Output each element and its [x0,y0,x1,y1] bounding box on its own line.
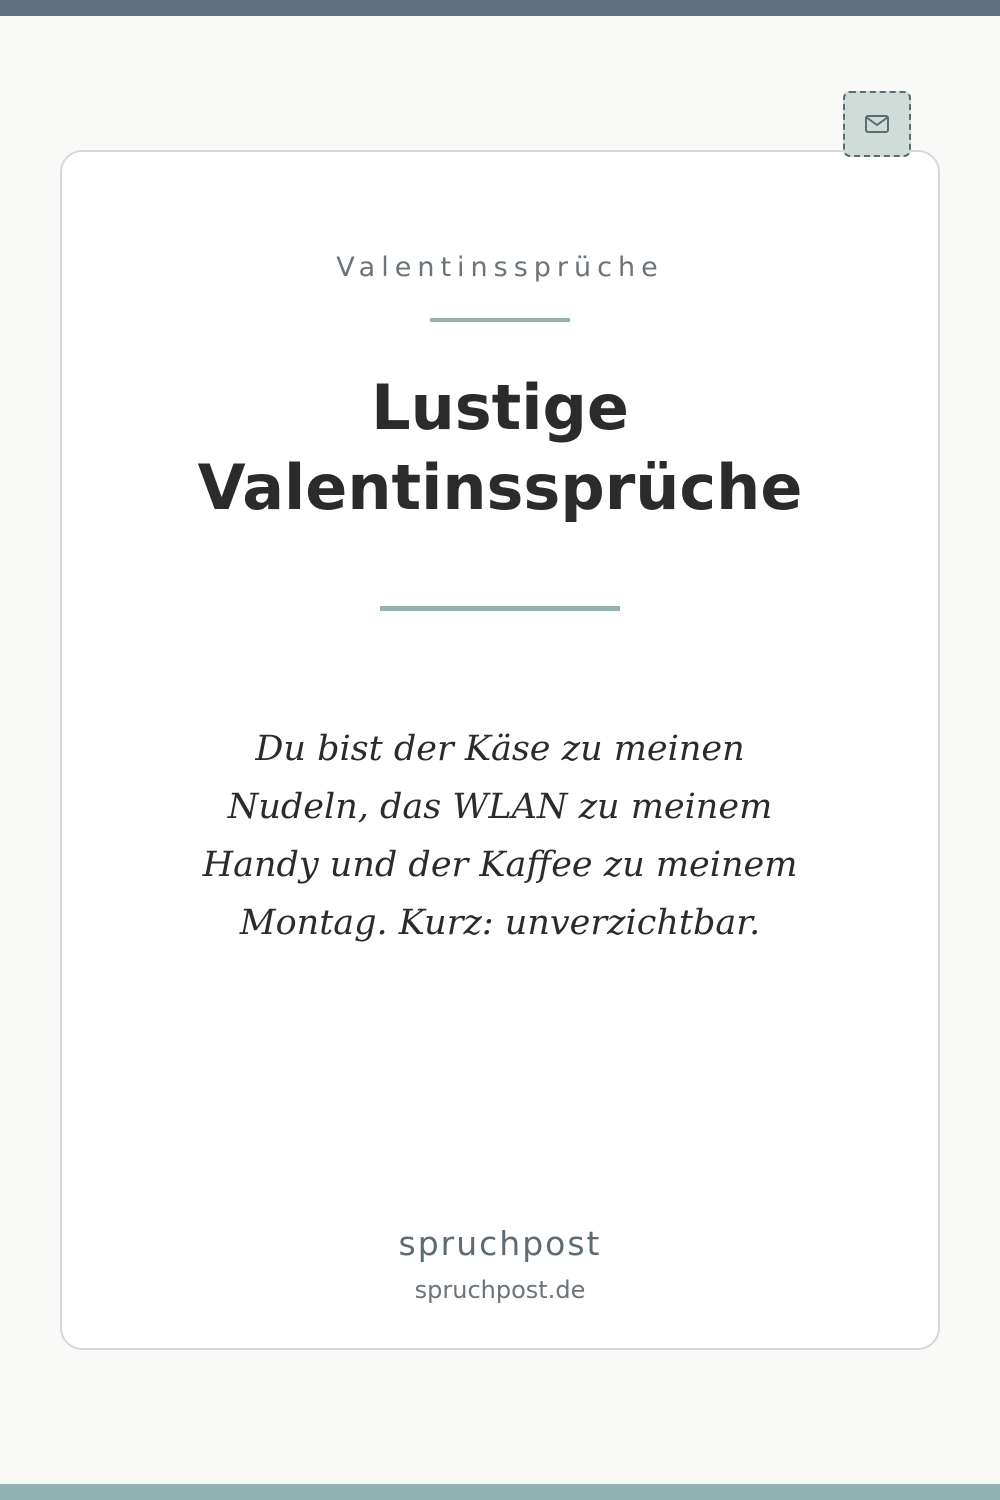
quote-line: Nudeln, das WLAN zu meinem [227,787,773,827]
quote-line: Montag. Kurz: unverzichtbar. [239,903,761,943]
bottom-color-bar [0,1484,1000,1500]
quote-line: Du bist der Käse zu meinen [255,729,745,769]
brand-name: spruchpost [398,1224,602,1263]
category-divider [430,318,570,322]
title-line-1: Lustige [371,371,629,444]
quote-text [180,720,820,952]
title-line-2: Valentinssprüche [197,451,803,524]
title-divider [380,606,620,611]
postage-stamp [843,91,911,157]
top-color-bar [0,0,1000,16]
page-title [0,368,1000,528]
envelope-icon [864,114,890,134]
category-label: Valentinssprüche [336,252,664,283]
quote-line: Handy und der Kaffee zu meinem [202,845,798,885]
website-url: spruchpost.de [414,1276,586,1304]
